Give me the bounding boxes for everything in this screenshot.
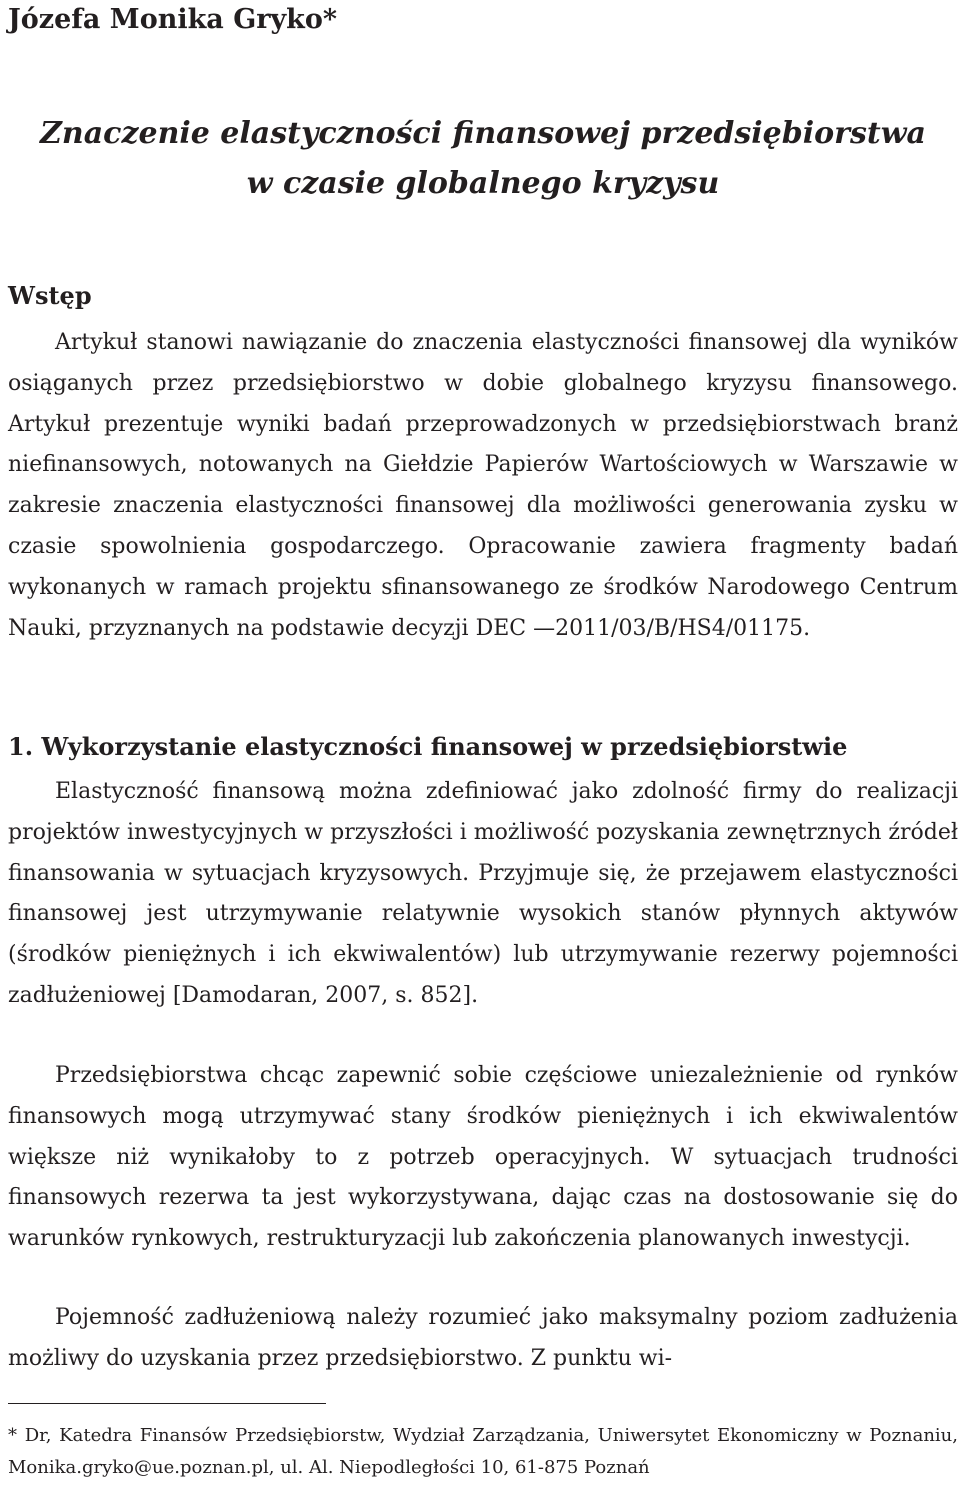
intro-heading: Wstęp: [8, 281, 92, 310]
section-1-paragraph-1: Elastyczność finansową można zdefiniować jako zdolność firmy do realizacji projektów inwestycyjnych w przyszłości i możliwość pozyskania zewnętrznych źródeł finansowania w sytuacjach kryzysowych. Przyjmuje się, że przejawem elastyczności finansowej jest utrzymywanie relatywnie wysokich stanów płynnych aktywów (środków pieniężnych i ich ekwiwalentów) lub utrzymywanie rezerwy pojemności zadłużeniowej [Damodaran, 2007, s. 852].: [8, 779, 958, 1008]
author-name: Józefa Monika Gryko*: [8, 4, 337, 35]
intro-paragraph: Artykuł stanowi nawiązanie do znaczenia elastyczności finansowej dla wyników osiąganych przez przedsiębiorstwo w dobie globalnego kryzysu finansowego. Artykuł prezentuje wyniki badań przeprowadzonych w przedsiębiorstwach branż niefinansowych, notowanych na Giełdzie Papierów Wartościowych w Warszawie w zakresie znaczenia elastyczności finansowej dla możliwości generowania zysku w czasie spowolnienia gospodarczego. Opracowanie zawiera fragmenty badań wykonanych w ramach projektu sfinansowanego ze środków Narodowego Centrum Nauki, przyznanych na podstawie decyzji DEC —2011/03/B/HS4/01175.: [8, 330, 958, 641]
author-footnote: * Dr, Katedra Finansów Przedsiębiorstw, Wydział Zarządzania, Uniwersytet Ekonomiczny w Poznaniu, Monika.gryko@ue.poznan.pl, ul. Al. Niepodległości 10, 61-875 Poznań: [8, 1425, 958, 1478]
article-title-line-2: w czasie globalnego kryzysu: [246, 166, 720, 201]
section-1-heading: 1. Wykorzystanie elastyczności finansowej w przedsiębiorstwie: [8, 732, 848, 761]
article-title-line-1: Znaczenie elastyczności finansowej przedsiębiorstwa: [40, 116, 926, 151]
section-1-paragraph-2: Przedsiębiorstwa chcąc zapewnić sobie częściowe uniezależnienie od rynków finansowych mogą utrzymywać stany środków pieniężnych i ich ekwiwalentów większe niż wynikałoby to z potrzeb operacyjnych. W sytuacjach trudności finansowych rezerwa ta jest wykorzystywana, dając czas na dostosowanie się do warunków rynkowych, restrukturyzacji lub zakończenia planowanych inwestycji.: [8, 1063, 958, 1252]
footnote-divider: [8, 1403, 326, 1404]
section-1-paragraph-3: Pojemność zadłużeniową należy rozumieć jako maksymalny poziom zadłużenia możliwy do uzyskania przez przedsiębiorstwo. Z punktu wi-: [8, 1305, 958, 1371]
